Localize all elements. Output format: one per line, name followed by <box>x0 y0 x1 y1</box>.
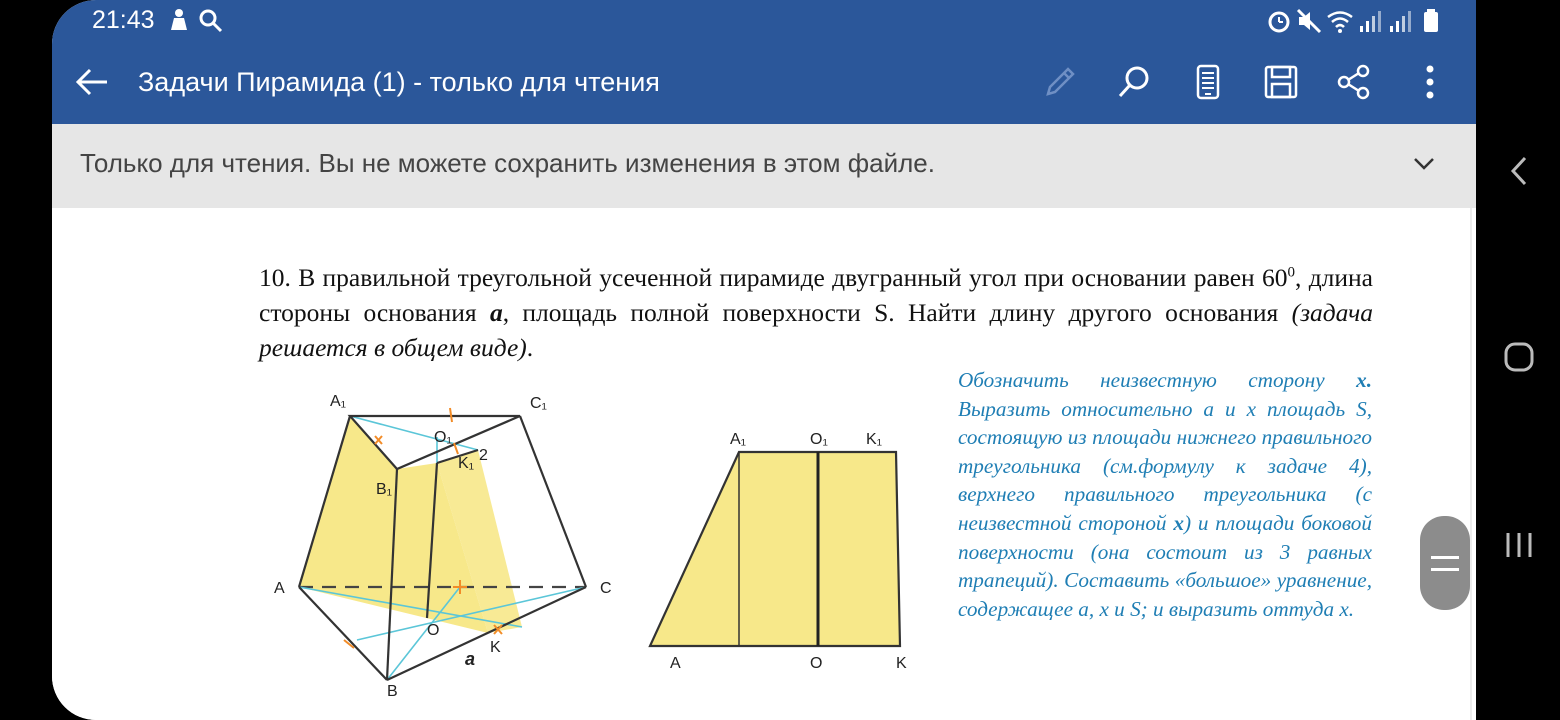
status-time: 21:43 <box>92 6 155 34</box>
read-only-message: Только для чтения. Вы не можете сохранить изменения в этом файле. <box>80 148 935 178</box>
battery-icon <box>1422 8 1440 39</box>
hint-x: x. <box>1356 368 1372 392</box>
hint-part2: Выразить относительно а и х площадь S, состоящую из площади нижнего правильного треугольника (см.формулу к задаче 4), верхнего правильного треугольника (с неизвестной стороной <box>958 396 1372 535</box>
hint-part1: Обозначить неизвестную сторону <box>958 368 1357 392</box>
more-options-button[interactable] <box>1408 62 1452 106</box>
read-only-banner <box>52 124 1476 208</box>
navigation-bar <box>1476 0 1560 720</box>
signal-icon <box>1358 8 1384 39</box>
hint-x2: x <box>1173 510 1184 535</box>
hint-part3: ) и площади боковой поверхности (она состоит из 3 равных трапеций). Составить «большое» уравнение, содержащее а, х и S; и выразить оттуда х. <box>958 510 1372 621</box>
label-O1: O₁ <box>810 431 828 448</box>
scroll-handle[interactable] <box>1420 516 1470 610</box>
reader-icon <box>1193 64 1223 105</box>
app-bar <box>52 42 1476 124</box>
label-K: K <box>490 639 501 656</box>
label-A: A <box>670 655 681 672</box>
label-B1: B₁ <box>376 481 393 498</box>
label-A1: A₁ <box>730 431 747 448</box>
alarm-icon <box>1266 8 1292 39</box>
nav-home-button[interactable] <box>1496 336 1542 382</box>
edit-button[interactable] <box>1038 62 1082 106</box>
degree-superscript: 0 <box>1287 264 1295 281</box>
label-K1: K₁ <box>866 431 883 448</box>
label-O: O <box>810 655 823 672</box>
problem-part3: , площадь полной поверхности S. Найти длину другого основания <box>502 298 1292 327</box>
wifi-icon <box>1326 8 1354 39</box>
document-title: Задачи Пирамида (1) - только для чтения <box>138 67 660 97</box>
reading-view-button[interactable] <box>1186 62 1230 106</box>
label-C1: C₁ <box>530 395 547 412</box>
expand-banner-button[interactable] <box>1406 148 1442 184</box>
label-K1: K₁ <box>458 455 475 472</box>
label-O1: O₁ <box>434 429 452 446</box>
back-button[interactable] <box>70 62 114 106</box>
share-icon <box>1336 64 1372 105</box>
person-icon <box>168 8 190 37</box>
home-icon <box>1503 341 1535 378</box>
search-icon <box>1116 64 1152 105</box>
trapezoid-figure <box>640 418 920 672</box>
chevron-down-icon <box>1412 156 1436 177</box>
pyramid-figure <box>262 376 632 698</box>
mute-icon <box>1296 8 1322 39</box>
label-a: a <box>465 649 476 669</box>
label-B: B <box>387 683 398 698</box>
more-icon <box>1424 64 1436 105</box>
label-C: C <box>600 580 612 597</box>
status-bar <box>52 0 1476 42</box>
problem-end: . <box>526 333 534 362</box>
document-canvas[interactable] <box>52 208 1472 720</box>
nav-back-button[interactable] <box>1496 150 1542 196</box>
back-arrow-icon <box>74 67 110 102</box>
pencil-icon <box>1042 64 1078 105</box>
save-button[interactable] <box>1259 62 1303 106</box>
side-variable: a <box>489 298 503 327</box>
problem-part2: , длина стороны основания <box>259 263 1374 327</box>
problem-text <box>259 260 1373 365</box>
label-A1: A₁ <box>330 393 347 410</box>
hint-text <box>958 366 1372 623</box>
save-icon <box>1263 64 1299 105</box>
signal-icon <box>1388 8 1414 39</box>
nav-recents-button[interactable] <box>1496 524 1542 570</box>
find-button[interactable] <box>1112 62 1156 106</box>
share-button[interactable] <box>1332 62 1376 106</box>
recents-icon <box>1504 530 1534 565</box>
label-A: A <box>274 580 285 597</box>
label-two: 2 <box>479 447 488 464</box>
search-icon <box>198 8 224 39</box>
phone-screen <box>52 0 1476 720</box>
problem-part1: 10. В правильной треугольной усеченной пирамиде двугранный угол при основании равен 60 <box>259 263 1288 292</box>
label-O: O <box>427 622 440 639</box>
label-K: K <box>896 655 907 672</box>
back-icon <box>1509 155 1529 192</box>
problem-italic-note: (задача решается в общем виде) <box>259 298 1373 362</box>
